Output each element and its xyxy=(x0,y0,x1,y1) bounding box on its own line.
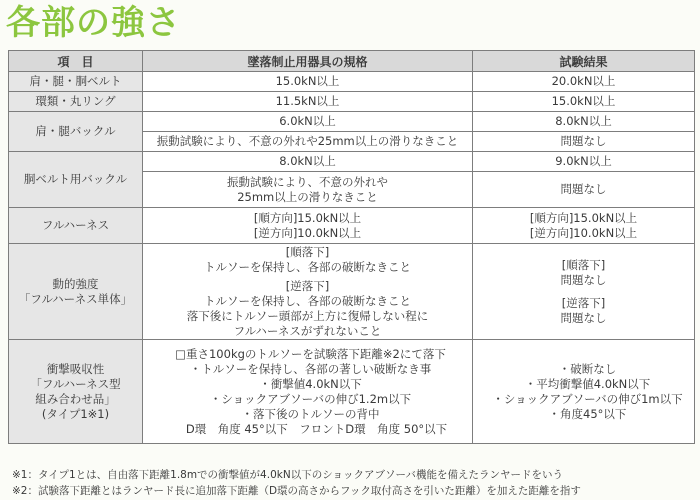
footnote-1: ※1：タイプ1とは、自由落下距離1.8mでの衝撃値が4.0kN以下のショックアブソーバ機能を備えたランヤードをいう xyxy=(12,469,563,481)
item-line: 「フルハーネス単体」 xyxy=(18,291,133,306)
result-line: ・平均衝撃値4.0kN以下 xyxy=(524,376,651,391)
table-header-row xyxy=(9,51,695,72)
table-row xyxy=(9,72,695,92)
row-spec: 6.0kN以上 xyxy=(143,112,473,132)
row-item: フルハーネス xyxy=(9,208,143,244)
result-label: [順落下] xyxy=(561,257,606,272)
result-line: 問題なし xyxy=(560,272,607,287)
spec-line: D環 角度 45°以下 フロントD環 角度 50°以下 xyxy=(185,421,448,436)
result-line: ・角度45°以下 xyxy=(548,406,627,421)
result-line: 問題なし xyxy=(560,310,607,325)
row-item xyxy=(9,340,143,444)
spec-line: フルハーネスがずれないこと xyxy=(233,323,382,338)
spec-line: 25mm以上の滑りなきこと xyxy=(237,189,378,204)
row-item: 肩・腿・胴ベルト xyxy=(9,72,143,92)
spec-label: [順落下] xyxy=(285,244,330,259)
result-line: ・ショックアブソーバの伸び1m以下 xyxy=(492,391,683,406)
item-line: 動的強度 xyxy=(52,276,99,291)
row-result xyxy=(473,340,695,444)
row-spec xyxy=(143,340,473,444)
header-item: 項 目 xyxy=(9,51,143,72)
item-line: (タイプ1※1) xyxy=(41,406,110,421)
footnote-2: ※2：試験落下距離とはランヤード長に追加落下距離（D環の高さからフック取付高さを引いた距離）を加えた距離を指す xyxy=(12,485,581,497)
spec-line: ・落下後のトルソーの背中 xyxy=(241,406,380,421)
strength-table xyxy=(8,50,695,444)
item-line: 組み合わせ品」 xyxy=(35,391,116,406)
result-line: ・破断なし xyxy=(558,361,617,376)
row-spec: 振動試験により、不意の外れや25mm以上の滑りなきこと xyxy=(143,132,473,152)
spec-line: トルソーを保持し、各部の破断なきこと xyxy=(204,259,411,274)
spec-line: ・衝撃値4.0kN以下 xyxy=(259,376,362,391)
spec-line: [逆方向]10.0kN以上 xyxy=(253,225,362,240)
header-result: 試験結果 xyxy=(473,51,695,72)
row-spec: 11.5kN以上 xyxy=(143,92,473,112)
row-spec: 15.0kN以上 xyxy=(143,72,473,92)
row-item: 環類・丸リング xyxy=(9,92,143,112)
page-title: 各部の強さ xyxy=(6,3,181,43)
table-row xyxy=(9,208,695,244)
header-spec: 墜落制止用器具の規格 xyxy=(143,51,473,72)
row-spec: 8.0kN以上 xyxy=(143,152,473,172)
row-item xyxy=(9,244,143,340)
row-result: 問題なし xyxy=(473,132,695,152)
table-row xyxy=(9,152,695,172)
spec-line: 振動試験により、不意の外れや xyxy=(227,174,388,189)
row-result xyxy=(473,208,695,244)
row-result: 9.0kN以上 xyxy=(473,152,695,172)
table-row xyxy=(9,340,695,444)
row-result: 8.0kN以上 xyxy=(473,112,695,132)
spec-line: 落下後にトルソー頭部が上方に復帰しない程に xyxy=(186,308,429,323)
spec-line: ・トルソーを保持し、各部の著しい破断なき事 xyxy=(189,361,432,376)
row-spec xyxy=(143,208,473,244)
row-result: 15.0kN以上 xyxy=(473,92,695,112)
row-result: 20.0kN以上 xyxy=(473,72,695,92)
item-line: 衝撃吸収性 xyxy=(46,361,105,376)
row-result: 問題なし xyxy=(473,172,695,208)
result-label: [逆落下] xyxy=(561,295,606,310)
row-item: 胴ベルト用バックル xyxy=(9,152,143,208)
table-row xyxy=(9,92,695,112)
row-spec xyxy=(143,244,473,340)
spec-heading: □重さ100kgのトルソーを試験落下距離※2にて落下 xyxy=(175,346,446,361)
result-line: [逆方向]10.0kN以上 xyxy=(529,225,638,240)
row-item: 肩・腿バックル xyxy=(9,112,143,152)
result-line: [順方向]15.0kN以上 xyxy=(529,210,638,225)
table-row xyxy=(9,244,695,340)
row-result xyxy=(473,244,695,340)
spec-line: トルソーを保持し、各部の破断なきこと xyxy=(204,293,411,308)
spec-line: ・ショックアブソーバの伸び1.2m以下 xyxy=(209,391,412,406)
row-spec xyxy=(143,172,473,208)
table-row xyxy=(9,112,695,132)
item-line: 「フルハーネス型 xyxy=(30,376,121,391)
spec-label: [逆落下] xyxy=(285,278,330,293)
spec-line: [順方向]15.0kN以上 xyxy=(253,210,362,225)
